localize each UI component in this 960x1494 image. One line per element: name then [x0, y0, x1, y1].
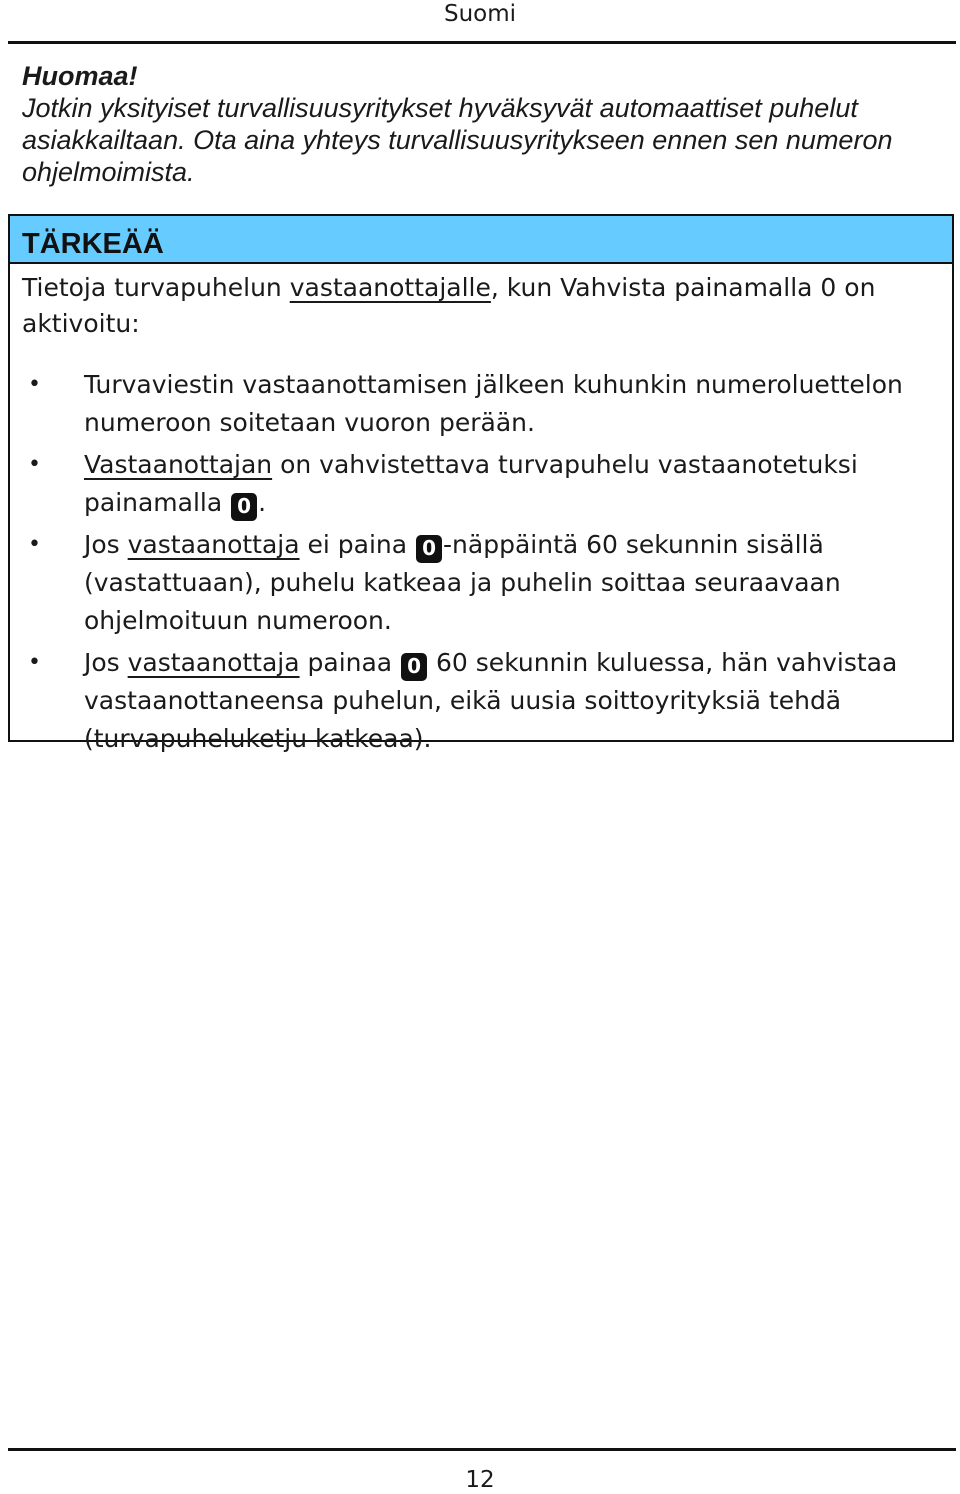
bullet-text: on vahvistettava turvapuhelu vastaanotetuksi painamalla [84, 450, 858, 517]
bullet-text: painaa [299, 648, 401, 677]
important-title: TÄRKEÄÄ [10, 216, 952, 264]
page-language-header: Suomi [443, 1, 517, 27]
bullet-link-recipient: Vastaanottajan [84, 450, 273, 479]
bullet-text: 60 sekunnin kuluessa, hän vahvistaa vastaanottaneensa puhelun, eikä uusia soittoyrityksiä tehdä (turvapuheluketju katkeaa). [84, 648, 898, 753]
bullet-text: Turvaviestin vastaanottamisen jälkeen kuhunkin numeroluettelon numeroon soitetaan vuoron perään. [84, 370, 903, 437]
bullet-link-recipient: vastaanottaja [127, 530, 300, 559]
list-item [10, 446, 952, 522]
top-divider [8, 41, 956, 44]
bullet-icon: • [28, 372, 41, 397]
bullet-icon: • [28, 452, 41, 477]
important-box [8, 214, 954, 753]
bullet-icon: • [28, 532, 41, 557]
list-item [10, 526, 952, 640]
bottom-divider [8, 1448, 956, 1451]
note-title: Huomaa! [22, 61, 138, 91]
key-zero-icon: 0 [231, 493, 257, 521]
important-intro [22, 270, 932, 342]
bullet-link-recipient: vastaanottaja [127, 648, 300, 677]
bullet-icon: • [28, 650, 41, 675]
bullet-text: Jos [84, 530, 128, 559]
bullet-text: . [258, 488, 267, 517]
intro-text-after: , kun Vahvista painamalla 0 on aktivoitu: [22, 273, 876, 338]
key-zero-icon: 0 [416, 535, 442, 563]
note-section [22, 60, 947, 188]
bullet-text: Jos [84, 648, 128, 677]
note-text: Jotkin yksityiset turvallisuusyritykset hyväksyvät automaattiset puhelut asiakkailtaan. Ota aina yhteys turvallisuusyritykseen ennen sen numeron ohjelmoimista. [22, 93, 893, 187]
intro-text-before: Tietoja turvapuhelun [22, 273, 290, 302]
bullet-text: ei paina [299, 530, 416, 559]
bullet-text: -näppäintä 60 sekunnin sisällä (vastattuaan), puhelu katkeaa ja puhelin soittaa seuraavaan ohjelmoituun numeroon. [84, 530, 841, 635]
list-item [10, 366, 952, 442]
key-zero-icon: 0 [401, 653, 427, 681]
list-item [10, 644, 952, 758]
intro-link-recipient: vastaanottajalle [289, 273, 491, 302]
important-bullet-list [10, 366, 952, 758]
page-number: 12 [465, 1467, 495, 1493]
